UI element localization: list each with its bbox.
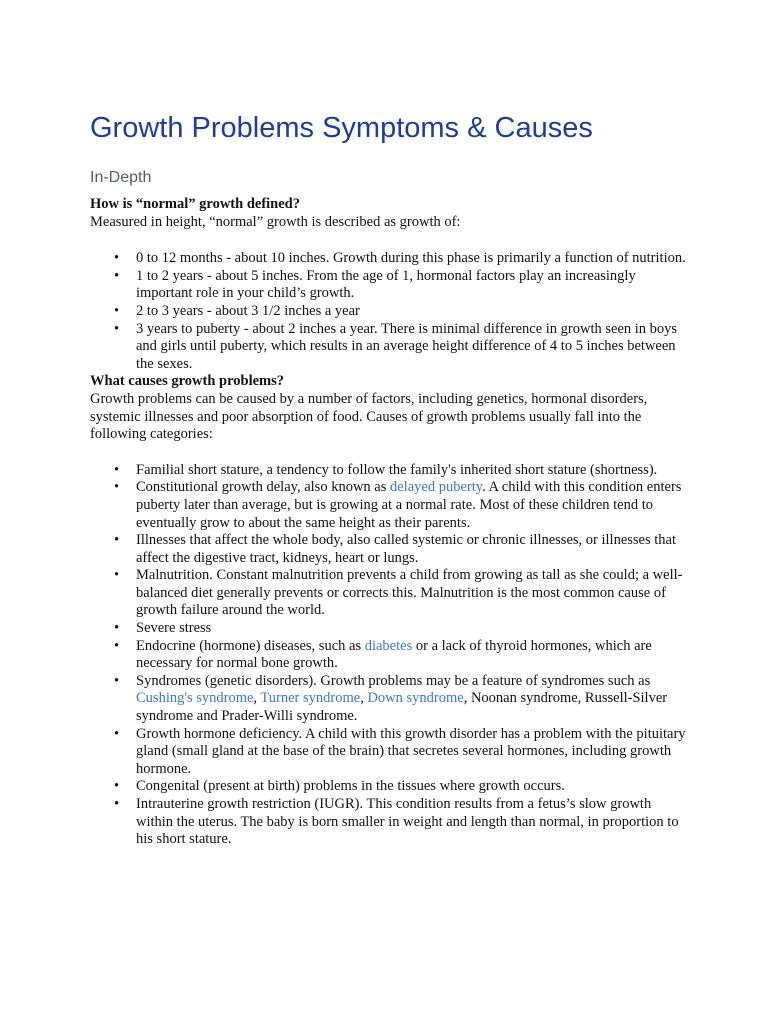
list-item-malnutrition: • Malnutrition. Constant malnutrition prevents a child from growing as tall as she could; a well-balanced diet generally prevents or corrects this. Malnutrition is the most common cause of growth failure around the world. (90, 567, 690, 620)
list-item-iugr: • Intrauterine growth restriction (IUGR). This condition results from a fetus’s slow growth within the uterus. The baby is born smaller in weight and length than normal, in proportion to his short stature. (90, 796, 690, 849)
page-title: Growth Problems Symptoms & Causes (90, 112, 593, 144)
list-item-familial: • Familial short stature, a tendency to follow the family's inherited short stature (shortness). (90, 462, 690, 480)
cushings-syndrome-link[interactable]: Cushing's syndrome (136, 690, 254, 707)
list-item-stress: • Severe stress (90, 620, 690, 638)
list-item-text: Endocrine (hormone) diseases, such as (136, 637, 365, 654)
list-item: • 1 to 2 years - about 5 inches. From the age of 1, hormonal factors play an increasingly important role in your child’s growth. (90, 268, 690, 303)
list-item-illnesses: • Illnesses that affect the whole body, also called systemic or chronic illnesses, or illnesses that affect the digestive tract, kidneys, heart or lungs. (90, 532, 690, 567)
list-item-gh-deficiency: • Growth hormone deficiency. A child with this growth disorder has a problem with the pituitary gland (small gland at the base of the brain) that secretes several hormones, including growth hormone. (90, 726, 690, 779)
turner-syndrome-link[interactable]: Turner syndrome (260, 690, 361, 707)
list-item-separator: , (360, 690, 368, 707)
causes-list (90, 462, 690, 849)
list-item-separator: , (253, 690, 261, 707)
section-intro-normal-growth: Measured in height, “normal” growth is described as growth of: (90, 213, 461, 230)
list-item-text: . A child with this condition enters puberty later than average, but is growing at a normal rate. Most of these children tend to eventually grow to about the same height as their parents. (136, 479, 682, 531)
list-item: • 3 years to puberty - about 2 inches a year. There is minimal difference in growth seen in boys and girls until puberty, which results in an average height difference of 4 to 5 inches between the sexes. (90, 321, 690, 374)
down-syndrome-link[interactable]: Down syndrome (367, 690, 464, 707)
section-heading-normal-growth: How is “normal” growth defined? (90, 196, 300, 212)
section-intro-causes: Growth problems can be caused by a number of factors, including genetics, hormonal disorders, systemic illnesses and poor absorption of food. Causes of growth problems usually fall into the following categories: (90, 390, 648, 443)
list-item-text: Constitutional growth delay, also known as (136, 479, 390, 496)
list-item-congenital: • Congenital (present at birth) problems in the tissues where growth occurs. (90, 778, 690, 796)
article-body (90, 196, 690, 849)
diabetes-link[interactable]: diabetes (364, 637, 413, 654)
list-item: • 0 to 12 months - about 10 inches. Growth during this phase is primarily a function of nutrition. (90, 250, 690, 268)
list-item-text: , Noonan syndrome, Russell-Silver syndrome and Prader-Willi syndrome. (136, 690, 668, 725)
list-item-text: or a lack of thyroid hormones, which are necessary for normal bone growth. (136, 637, 652, 672)
delayed-puberty-link[interactable]: delayed puberty (390, 479, 483, 496)
list-item-constitutional (90, 479, 690, 532)
page-subtitle: In-Depth (90, 169, 152, 186)
normal-growth-list (90, 250, 690, 373)
section-heading-causes: What causes growth problems? (90, 373, 285, 390)
list-item: • 2 to 3 years - about 3 1/2 inches a year (90, 303, 690, 321)
list-item-text: Syndromes (genetic disorders). Growth problems may be a feature of syndromes such as (136, 672, 651, 689)
list-item-syndromes (90, 673, 690, 726)
list-item-endocrine (90, 638, 690, 673)
